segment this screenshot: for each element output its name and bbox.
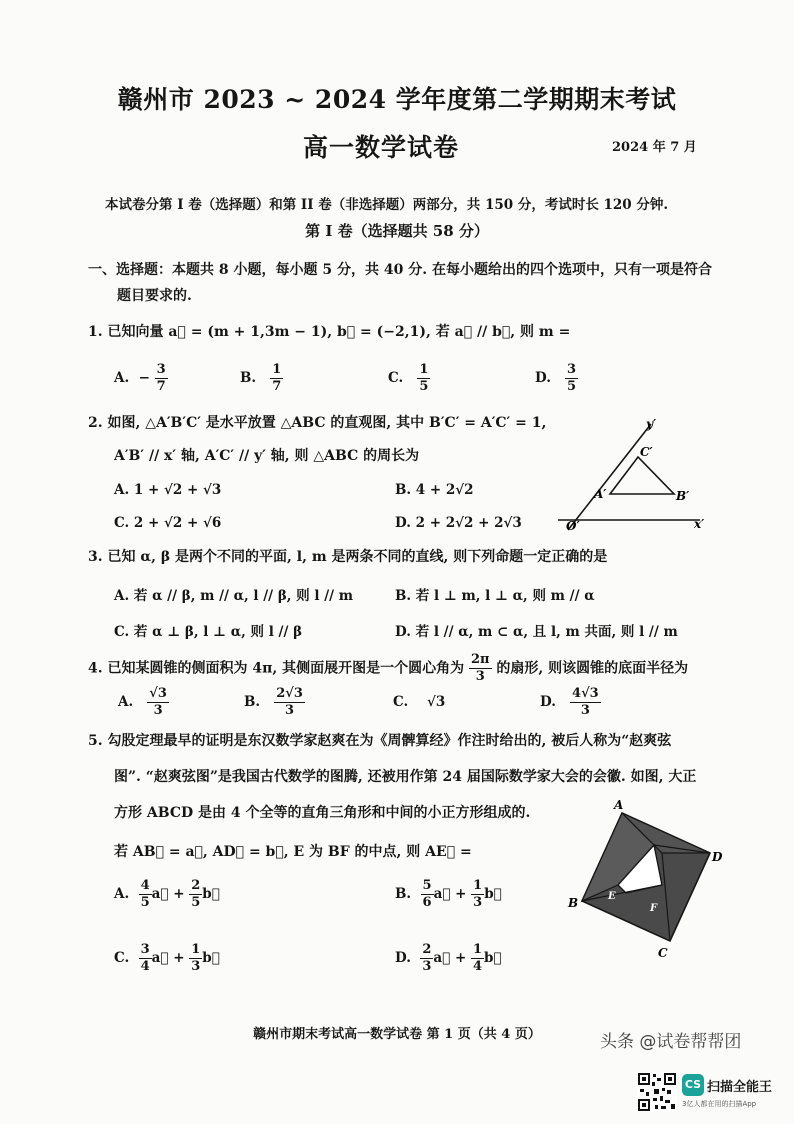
denominator: 3 bbox=[473, 895, 483, 910]
numerator: √3 bbox=[149, 686, 167, 701]
q2-option-a: A. 1 + √2 + √3 bbox=[114, 482, 222, 498]
label-a: A bbox=[614, 798, 624, 812]
q5-option-b bbox=[395, 878, 502, 911]
q2-option-d: D. 2 + 2√2 + 2√3 bbox=[395, 515, 522, 531]
fraction bbox=[147, 686, 169, 719]
vector-b: b⃗ bbox=[484, 886, 502, 902]
page-footer: 赣州市期末考试高一数学试卷 第 1 页（共 4 页） bbox=[253, 1027, 541, 1042]
option-label: C. bbox=[114, 950, 130, 966]
numerator: 1 bbox=[472, 942, 483, 957]
label-y: y′ bbox=[646, 417, 657, 431]
numerator: 2 bbox=[191, 878, 201, 893]
scanner-name: 扫描全能王 bbox=[707, 1080, 773, 1095]
denominator: 3 bbox=[191, 959, 201, 974]
denominator: 4 bbox=[140, 959, 150, 974]
option-label: A. bbox=[118, 694, 134, 710]
q1-option-b bbox=[240, 362, 283, 395]
label-a: A′ bbox=[594, 487, 607, 501]
q5-stem-cont-1: 图”. “赵爽弦图”是我国古代数学的图腾, 还被用作第 24 届国际数学家大会的会徽. 如图, 大正 bbox=[114, 769, 697, 785]
numerator: 3 bbox=[140, 942, 150, 957]
option-label: A. bbox=[114, 886, 130, 902]
scanner-tagline: 3亿人都在用的扫描App bbox=[682, 1100, 757, 1108]
q3-option-b: B. 若 l ⊥ m, l ⊥ α, 则 m // α bbox=[395, 588, 595, 604]
numerator: 3 bbox=[156, 362, 166, 377]
q2-stem-cont: A′B′ // x′ 轴, A′C′ // y′ 轴, 则 △ABC 的周长为 bbox=[114, 448, 420, 464]
vector-b: b⃗ bbox=[484, 950, 502, 966]
option-value: √3 bbox=[427, 694, 446, 710]
scanner-logo: CS bbox=[682, 1074, 704, 1096]
exam-date: 2024 年 7 月 bbox=[612, 140, 697, 155]
q2-stem: 2. 如图, △A′B′C′ 是水平放置 △ABC 的直观图, 其中 B′C′ = A′C′ = 1, bbox=[88, 415, 547, 431]
q4-option-a bbox=[118, 686, 169, 719]
fraction bbox=[570, 686, 601, 719]
q3-option-c: C. 若 α ⊥ β, l ⊥ α, 则 l // β bbox=[114, 624, 303, 640]
denominator: 7 bbox=[156, 379, 166, 394]
q4-option-c bbox=[393, 694, 445, 710]
fraction bbox=[189, 878, 202, 911]
fraction bbox=[417, 362, 430, 395]
fraction bbox=[565, 362, 578, 395]
fraction bbox=[471, 942, 484, 975]
q3-option-a: A. 若 α // β, m // α, l // β, 则 l // m bbox=[114, 588, 354, 604]
q2-option-b: B. 4 + 2√2 bbox=[395, 482, 474, 498]
q4-option-d bbox=[540, 686, 601, 719]
numerator: 2 bbox=[422, 942, 432, 957]
q2-figure bbox=[550, 412, 710, 537]
q5-option-a bbox=[114, 878, 220, 911]
vector-b: b⃗ bbox=[202, 886, 220, 902]
fraction bbox=[139, 878, 152, 911]
denominator: 3 bbox=[153, 703, 163, 718]
vector-a: a⃗ bbox=[151, 950, 169, 966]
vector-a: a⃗ bbox=[433, 886, 451, 902]
vector-b: b⃗ bbox=[202, 950, 220, 966]
q1-option-d bbox=[535, 362, 578, 395]
vector-a: a⃗ bbox=[151, 886, 169, 902]
section-instruction: 一、选择题：本题共 8 小题，每小题 5 分，共 40 分. 在每小题给出的四个选项中，只有一项是符合 bbox=[88, 262, 712, 278]
part-heading: 第 I 卷（选择题共 58 分） bbox=[305, 222, 489, 240]
option-label: C. bbox=[393, 694, 409, 710]
q4-stem-pre: 4. 已知某圆锥的侧面积为 4π, 其侧面展开图是一个圆心角为 bbox=[88, 660, 465, 677]
denominator: 4 bbox=[472, 959, 483, 974]
y-axis bbox=[568, 424, 651, 530]
minus-sign: − bbox=[138, 370, 150, 386]
numerator: 1 bbox=[419, 362, 429, 377]
plus-sign: + bbox=[173, 886, 185, 902]
fraction bbox=[189, 942, 202, 975]
numerator: 1 bbox=[191, 942, 201, 957]
option-label: B. bbox=[244, 694, 261, 710]
q5-figure bbox=[560, 795, 730, 965]
q5-option-c bbox=[114, 942, 220, 975]
label-e: E bbox=[608, 891, 616, 902]
q1-option-c bbox=[388, 362, 430, 395]
fraction bbox=[469, 652, 492, 685]
q5-stem-cont-2: 方形 ABCD 是由 4 个全等的直角三角形和中间的小正方形组成的. bbox=[114, 805, 531, 821]
exam-subtitle: 高一数学试卷 bbox=[303, 133, 460, 162]
q3-option-d: D. 若 l // α, m ⊂ α, 且 l, m 共面, 则 l // m bbox=[395, 624, 678, 640]
section-instruction-cont: 题目要求的. bbox=[117, 288, 192, 304]
label-o: O′ bbox=[566, 519, 580, 533]
option-label: D. bbox=[395, 950, 411, 966]
fraction bbox=[270, 362, 283, 395]
numerator: 1 bbox=[272, 362, 282, 377]
numerator: 5 bbox=[422, 878, 432, 893]
denominator: 5 bbox=[567, 379, 577, 394]
numerator: 4 bbox=[140, 878, 150, 893]
plus-sign: + bbox=[455, 886, 467, 902]
q1-stem: 1. 已知向量 a⃗ = (m + 1,3m − 1), b⃗ = (−2,1), 若 a⃗ // b⃗, 则 m = bbox=[88, 324, 571, 340]
fraction bbox=[139, 942, 152, 975]
numerator: 3 bbox=[567, 362, 577, 377]
denominator: 5 bbox=[191, 895, 201, 910]
option-label: D. bbox=[535, 370, 551, 386]
denominator: 3 bbox=[580, 703, 590, 718]
exam-intro: 本试卷分第 I 卷（选择题）和第 II 卷（非选择题）两部分，共 150 分，考试时长 120 分钟. bbox=[105, 197, 669, 213]
option-label: B. bbox=[240, 370, 257, 386]
option-label: C. bbox=[388, 370, 404, 386]
denominator: 5 bbox=[140, 895, 150, 910]
label-b: B′ bbox=[676, 489, 690, 503]
q3-stem: 3. 已知 α, β 是两个不同的平面, l, m 是两条不同的直线, 则下列命题一定正确的是 bbox=[88, 549, 608, 565]
watermark: 头条 @试卷帮帮团 bbox=[600, 1032, 742, 1052]
numerator: 2π bbox=[470, 652, 490, 667]
option-label: B. bbox=[395, 886, 412, 902]
q5-option-d bbox=[395, 942, 502, 975]
label-d: D bbox=[712, 850, 723, 864]
numerator: 4√3 bbox=[572, 686, 599, 701]
option-label: D. bbox=[540, 694, 556, 710]
label-c: C bbox=[658, 946, 668, 960]
q1-option-a bbox=[114, 362, 168, 395]
numerator: 2√3 bbox=[276, 686, 303, 701]
qr-code-icon bbox=[637, 1072, 677, 1112]
fraction bbox=[274, 686, 305, 719]
denominator: 5 bbox=[419, 379, 429, 394]
denominator: 3 bbox=[422, 959, 432, 974]
fraction bbox=[155, 362, 168, 395]
q5-stem: 5. 勾股定理最早的证明是东汉数学家赵爽在为《周髀算经》作注时给出的, 被后人称为“赵爽弦 bbox=[88, 733, 672, 749]
fraction bbox=[421, 878, 434, 911]
q4-option-b bbox=[244, 686, 305, 719]
label-x: x′ bbox=[694, 517, 705, 531]
q4-stem bbox=[88, 652, 688, 685]
exam-title: 赣州市 2023 ~ 2024 学年度第二学期期末考试 bbox=[117, 85, 677, 114]
denominator: 3 bbox=[475, 669, 485, 684]
denominator: 7 bbox=[272, 379, 282, 394]
denominator: 6 bbox=[422, 895, 432, 910]
vector-a: a⃗ bbox=[433, 950, 451, 966]
triangle-abc bbox=[610, 457, 674, 494]
q2-option-c: C. 2 + √2 + √6 bbox=[114, 515, 222, 531]
q4-stem-post: 的扇形, 则该圆锥的底面半径为 bbox=[496, 660, 689, 677]
label-c: C′ bbox=[640, 445, 653, 459]
plus-sign: + bbox=[454, 950, 467, 966]
plus-sign: + bbox=[173, 950, 185, 966]
denominator: 3 bbox=[285, 703, 295, 718]
numerator: 1 bbox=[473, 878, 483, 893]
q5-stem-cont-3: 若 AB⃗ = a⃗, AD⃗ = b⃗, E 为 BF 的中点, 则 AE⃗ = bbox=[114, 844, 472, 860]
option-label: A. bbox=[114, 370, 130, 386]
label-f: F bbox=[650, 903, 658, 914]
label-b: B bbox=[568, 896, 579, 910]
fraction bbox=[471, 878, 484, 911]
fraction bbox=[420, 942, 433, 975]
